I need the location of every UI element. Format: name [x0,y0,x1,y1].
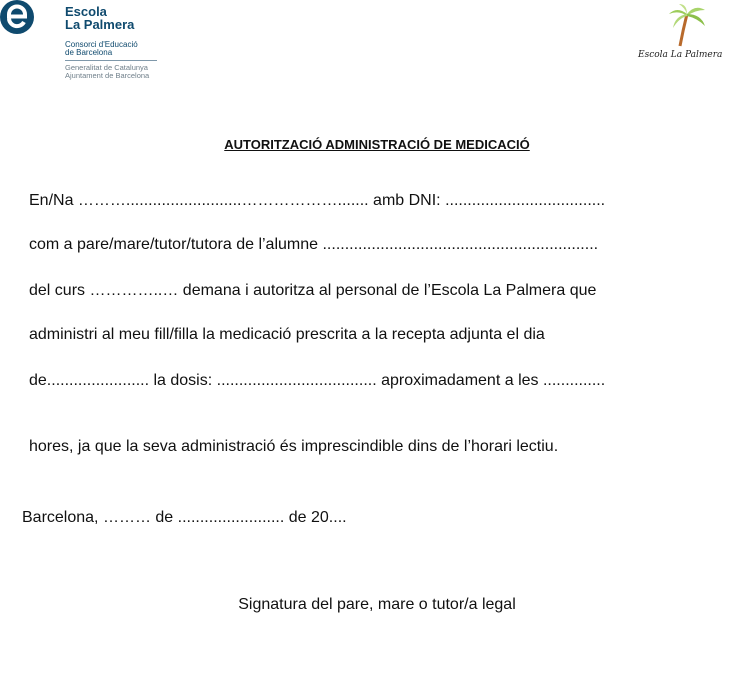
document-title: AUTORITZACIÓ ADMINISTRACIÓ DE MEDICACIÓ [224,137,530,152]
logo-consorci-2: de Barcelona [65,48,113,57]
body-line-course: del curs …………..… demana i autoritza al personal de l’Escola La Palmera que [29,282,597,299]
logo-consorci-1: Consorci d'Educació [65,40,138,49]
body-line-name-dni: En/Na ………..........................………………....... amb DNI: .................................... [29,192,606,209]
logo-ajuntament: Ajuntament de Barcelona [65,71,150,80]
logo-divider [65,60,157,61]
logo-school-name-1: Escola [65,4,107,19]
signature-label: Signatura del pare, mare o tutor/a legal [238,596,516,613]
logo-generalitat: Generalitat de Catalunya [65,63,148,72]
e-logo-icon [0,0,34,34]
palm-tree-icon [665,2,710,47]
body-line-hours: hores, ja que la seva administració és imprescindible dins de l’horari lectiu. [29,438,559,455]
body-line-guardian: com a pare/mare/tutor/tutora de l’alumne .............................................................. [29,236,599,253]
logo-school-name-2: La Palmera [65,17,135,32]
palm-logo-text: Escola La Palmera [638,50,723,60]
body-line-administer: administri al meu fill/filla la medicació prescrita a la recepta adjunta el dia [29,326,545,343]
date-line: Barcelona, ……… de ........................ de 20.... [22,509,347,526]
school-logo [0,0,754,80]
body-line-dose: de....................... la dosis: .................................... aproximadament a les .............. [29,372,606,389]
